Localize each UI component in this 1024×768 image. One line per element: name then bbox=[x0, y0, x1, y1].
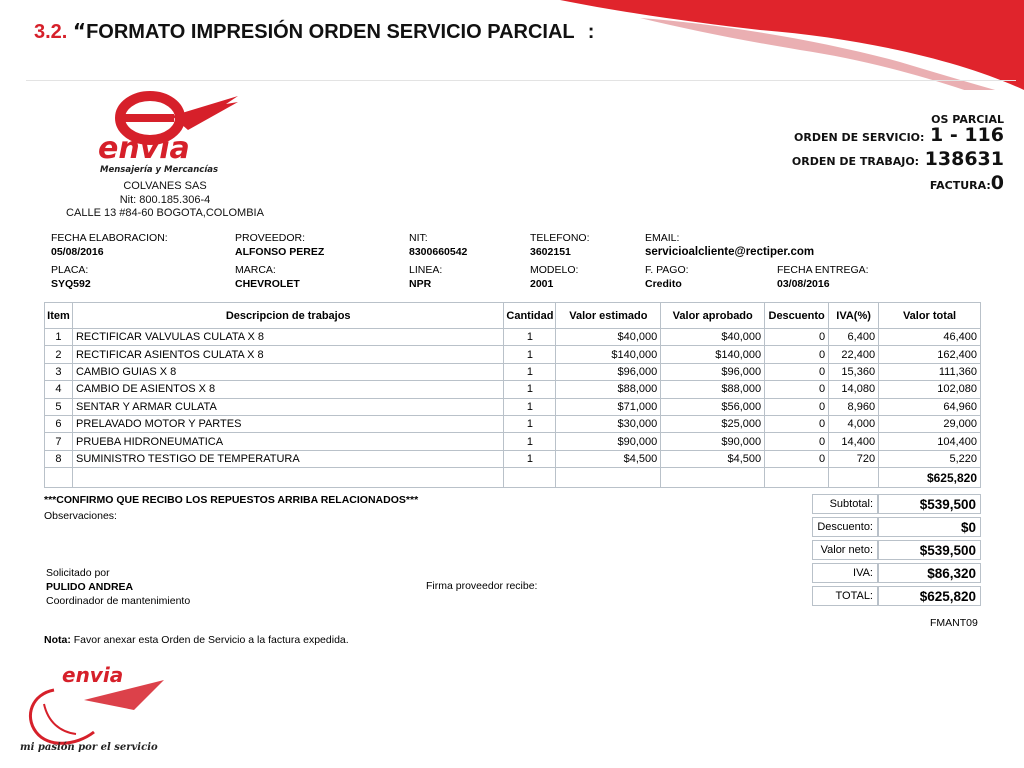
field-value: SYQ592 bbox=[51, 278, 91, 290]
cell-cantidad: 1 bbox=[504, 329, 556, 346]
cell-valor-estimado: $96,000 bbox=[556, 363, 661, 380]
cell-iva: 6,400 bbox=[829, 329, 879, 346]
work-order-label: ORDEN DE TRABAJO: bbox=[791, 155, 920, 168]
cell-iva: 15,360 bbox=[829, 363, 879, 380]
cell-descuento: 0 bbox=[765, 363, 829, 380]
cell-valor-aprobado: $140,000 bbox=[661, 346, 765, 363]
field-forma-pago bbox=[645, 264, 689, 290]
cell-valor-estimado: $88,000 bbox=[556, 381, 661, 398]
totals-value: $539,500 bbox=[878, 540, 981, 560]
header-cantidad: Cantidad bbox=[504, 303, 556, 329]
field-placa bbox=[51, 264, 91, 290]
note bbox=[44, 634, 349, 646]
cell-descripcion: CAMBIO DE ASIENTOS X 8 bbox=[72, 381, 503, 398]
table-row bbox=[45, 433, 981, 450]
field-email bbox=[645, 232, 814, 258]
empty-cell bbox=[72, 468, 503, 488]
totals-row bbox=[812, 586, 981, 606]
field-label: EMAIL: bbox=[645, 232, 680, 244]
cell-descuento: 0 bbox=[765, 329, 829, 346]
cell-descuento: 0 bbox=[765, 381, 829, 398]
totals-table bbox=[812, 491, 981, 609]
totals-label: Subtotal: bbox=[812, 494, 878, 514]
order-service-number bbox=[794, 124, 1004, 146]
cell-descripcion: RECTIFICAR ASIENTOS CULATA X 8 bbox=[72, 346, 503, 363]
field-label: PROVEEDOR: bbox=[235, 232, 306, 244]
cell-valor-estimado: $40,000 bbox=[556, 329, 661, 346]
field-fecha-entrega bbox=[777, 264, 869, 290]
field-linea bbox=[409, 264, 442, 290]
table-row bbox=[45, 346, 981, 363]
cell-valor-estimado: $30,000 bbox=[556, 415, 661, 432]
grand-total-value: $625,820 bbox=[879, 468, 981, 488]
table-header-row bbox=[45, 303, 981, 329]
form-code: FMANT09 bbox=[930, 617, 978, 629]
company-address: CALLE 13 #84-60 BOGOTA,COLOMBIA bbox=[66, 207, 264, 219]
empty-cell bbox=[556, 468, 661, 488]
cell-iva: 14,400 bbox=[829, 433, 879, 450]
field-label: LINEA: bbox=[409, 264, 443, 276]
cell-descuento: 0 bbox=[765, 433, 829, 450]
cell-cantidad: 1 bbox=[504, 381, 556, 398]
cell-iva: 22,400 bbox=[829, 346, 879, 363]
field-value: 8300660542 bbox=[409, 246, 468, 258]
cell-valor-aprobado: $25,000 bbox=[661, 415, 765, 432]
cell-valor-total: 46,400 bbox=[879, 329, 981, 346]
field-value: 05/08/2016 bbox=[51, 246, 104, 258]
observaciones-label: Observaciones: bbox=[44, 510, 117, 522]
field-label: FECHA ENTREGA: bbox=[777, 264, 869, 276]
header-valor-total: Valor total bbox=[879, 303, 981, 329]
totals-value: $539,500 bbox=[878, 494, 981, 514]
cell-descripcion: SUMINISTRO TESTIGO DE TEMPERATURA bbox=[72, 450, 503, 467]
table-row bbox=[45, 450, 981, 467]
confirmation-text: ***CONFIRMO QUE RECIBO LOS REPUESTOS ARRIBA RELACIONADOS*** bbox=[44, 494, 419, 506]
field-label: PLACA: bbox=[51, 264, 89, 276]
note-label: Nota: bbox=[44, 634, 71, 646]
field-nit bbox=[409, 232, 467, 258]
cell-item: 5 bbox=[45, 398, 73, 415]
field-value: ALFONSO PEREZ bbox=[235, 246, 325, 258]
header-item: Item bbox=[45, 303, 73, 329]
invoice-label: FACTURA: bbox=[929, 179, 991, 192]
cell-valor-estimado: $140,000 bbox=[556, 346, 661, 363]
cell-item: 3 bbox=[45, 363, 73, 380]
field-telefono bbox=[530, 232, 590, 258]
table-row bbox=[45, 329, 981, 346]
cell-descripcion: SENTAR Y ARMAR CULATA bbox=[72, 398, 503, 415]
footer-logo-text: envia bbox=[62, 663, 124, 687]
cell-descuento: 0 bbox=[765, 415, 829, 432]
work-order-number bbox=[792, 148, 1004, 170]
envia-logo-text: envia bbox=[98, 131, 190, 166]
company-nit: Nit: 800.185.306-4 bbox=[119, 194, 211, 206]
slide-title bbox=[34, 19, 594, 44]
totals-label: Valor neto: bbox=[812, 540, 878, 560]
order-service-value: 1 - 116 bbox=[930, 124, 1004, 146]
note-text: Favor anexar esta Orden de Servicio a la factura expedida. bbox=[70, 634, 349, 646]
empty-cell bbox=[45, 468, 73, 488]
empty-cell bbox=[765, 468, 829, 488]
cell-iva: 14,080 bbox=[829, 381, 879, 398]
totals-label: Descuento: bbox=[812, 517, 878, 537]
cell-valor-aprobado: $88,000 bbox=[661, 381, 765, 398]
totals-value: $86,320 bbox=[878, 563, 981, 583]
cell-valor-total: 64,960 bbox=[879, 398, 981, 415]
solicitado-name: PULIDO ANDREA bbox=[46, 581, 134, 593]
field-value: 3602151 bbox=[530, 246, 571, 258]
title-divider bbox=[26, 80, 1016, 81]
field-value: servicioalcliente@rectiper.com bbox=[645, 246, 815, 258]
field-modelo bbox=[530, 264, 578, 290]
cell-descripcion: CAMBIO GUIAS X 8 bbox=[72, 363, 503, 380]
slide-title-colon: : bbox=[587, 21, 595, 43]
field-marca bbox=[235, 264, 300, 290]
header-descripcion: Descripcion de trabajos bbox=[72, 303, 503, 329]
field-value: CHEVROLET bbox=[235, 278, 300, 290]
invoice-number bbox=[930, 172, 1004, 194]
cell-iva: 720 bbox=[829, 450, 879, 467]
cell-valor-aprobado: $40,000 bbox=[661, 329, 765, 346]
company-name: COLVANES SAS bbox=[123, 180, 207, 192]
table-total-row bbox=[45, 468, 981, 488]
header-red-wave bbox=[0, 0, 1024, 90]
field-value: NPR bbox=[409, 278, 432, 290]
totals-value: $0 bbox=[878, 517, 981, 537]
cell-item: 2 bbox=[45, 346, 73, 363]
field-label: F. PAGO: bbox=[645, 264, 689, 276]
cell-cantidad: 1 bbox=[504, 398, 556, 415]
table-row bbox=[45, 363, 981, 380]
cell-descripcion: PRELAVADO MOTOR Y PARTES bbox=[72, 415, 503, 432]
field-label: FECHA ELABORACION: bbox=[51, 232, 168, 244]
solicitado-role: Coordinador de mantenimiento bbox=[46, 595, 191, 607]
cell-valor-aprobado: $90,000 bbox=[661, 433, 765, 450]
field-fecha-elaboracion bbox=[51, 232, 168, 258]
slide-title-number: 3.2. bbox=[34, 21, 68, 43]
envia-logo bbox=[92, 90, 242, 180]
totals-row bbox=[812, 540, 981, 560]
solicitado-label: Solicitado por bbox=[46, 567, 110, 579]
field-label: TELEFONO: bbox=[530, 232, 590, 244]
cell-valor-estimado: $4,500 bbox=[556, 450, 661, 467]
totals-row bbox=[812, 517, 981, 537]
cell-cantidad: 1 bbox=[504, 363, 556, 380]
cell-item: 8 bbox=[45, 450, 73, 467]
cell-valor-aprobado: $96,000 bbox=[661, 363, 765, 380]
header-valor-estimado: Valor estimado bbox=[556, 303, 661, 329]
table-row bbox=[45, 381, 981, 398]
cell-valor-total: 104,400 bbox=[879, 433, 981, 450]
footer-logo-tagline: mi pasión por el servicio bbox=[20, 742, 158, 753]
field-value: 03/08/2016 bbox=[777, 278, 830, 290]
totals-value: $625,820 bbox=[878, 586, 981, 606]
totals-table-body bbox=[812, 494, 981, 606]
firma-proveedor-label: Firma proveedor recibe: bbox=[426, 580, 538, 592]
cell-item: 6 bbox=[45, 415, 73, 432]
cell-cantidad: 1 bbox=[504, 433, 556, 450]
items-table bbox=[44, 302, 981, 488]
cell-descuento: 0 bbox=[765, 398, 829, 415]
cell-valor-total: 5,220 bbox=[879, 450, 981, 467]
slide-title-text: FORMATO IMPRESIÓN ORDEN SERVICIO PARCIAL bbox=[86, 21, 575, 43]
field-value: 2001 bbox=[530, 278, 554, 290]
cell-descripcion: PRUEBA HIDRONEUMATICA bbox=[72, 433, 503, 450]
field-label: MODELO: bbox=[530, 264, 579, 276]
totals-label: TOTAL: bbox=[812, 586, 878, 606]
slide-title-open-quote: “ bbox=[72, 19, 87, 43]
cell-item: 4 bbox=[45, 381, 73, 398]
cell-descuento: 0 bbox=[765, 346, 829, 363]
totals-row bbox=[812, 563, 981, 583]
cell-valor-total: 111,360 bbox=[879, 363, 981, 380]
cell-valor-aprobado: $56,000 bbox=[661, 398, 765, 415]
cell-valor-total: 102,080 bbox=[879, 381, 981, 398]
table-row bbox=[45, 398, 981, 415]
items-table-body bbox=[45, 329, 981, 488]
work-order-value: 138631 bbox=[924, 148, 1004, 170]
order-service-label: ORDEN DE SERVICIO: bbox=[794, 131, 925, 144]
empty-cell bbox=[504, 468, 556, 488]
cell-valor-estimado: $71,000 bbox=[556, 398, 661, 415]
empty-cell bbox=[829, 468, 879, 488]
order-type: OS PARCIAL bbox=[931, 113, 1004, 126]
header-valor-aprobado: Valor aprobado bbox=[661, 303, 765, 329]
field-value: Credito bbox=[645, 278, 682, 290]
cell-descripcion: RECTIFICAR VALVULAS CULATA X 8 bbox=[72, 329, 503, 346]
cell-cantidad: 1 bbox=[504, 346, 556, 363]
cell-descuento: 0 bbox=[765, 450, 829, 467]
field-label: NIT: bbox=[409, 232, 428, 244]
cell-iva: 4,000 bbox=[829, 415, 879, 432]
header-iva: IVA(%) bbox=[829, 303, 879, 329]
cell-item: 7 bbox=[45, 433, 73, 450]
totals-row bbox=[812, 494, 981, 514]
table-row bbox=[45, 415, 981, 432]
cell-valor-total: 29,000 bbox=[879, 415, 981, 432]
invoice-value: 0 bbox=[990, 172, 1004, 194]
slide-title-close-quote: ” bbox=[574, 19, 588, 43]
cell-valor-aprobado: $4,500 bbox=[661, 450, 765, 467]
cell-valor-total: 162,400 bbox=[879, 346, 981, 363]
field-label: MARCA: bbox=[235, 264, 276, 276]
field-proveedor bbox=[235, 232, 324, 258]
header-descuento: Descuento bbox=[765, 303, 829, 329]
cell-iva: 8,960 bbox=[829, 398, 879, 415]
cell-cantidad: 1 bbox=[504, 450, 556, 467]
empty-cell bbox=[661, 468, 765, 488]
cell-item: 1 bbox=[45, 329, 73, 346]
totals-label: IVA: bbox=[812, 563, 878, 583]
envia-logo-tagline: Mensajería y Mercancías bbox=[100, 165, 219, 175]
envia-footer-logo bbox=[14, 660, 174, 760]
cell-valor-estimado: $90,000 bbox=[556, 433, 661, 450]
cell-cantidad: 1 bbox=[504, 415, 556, 432]
